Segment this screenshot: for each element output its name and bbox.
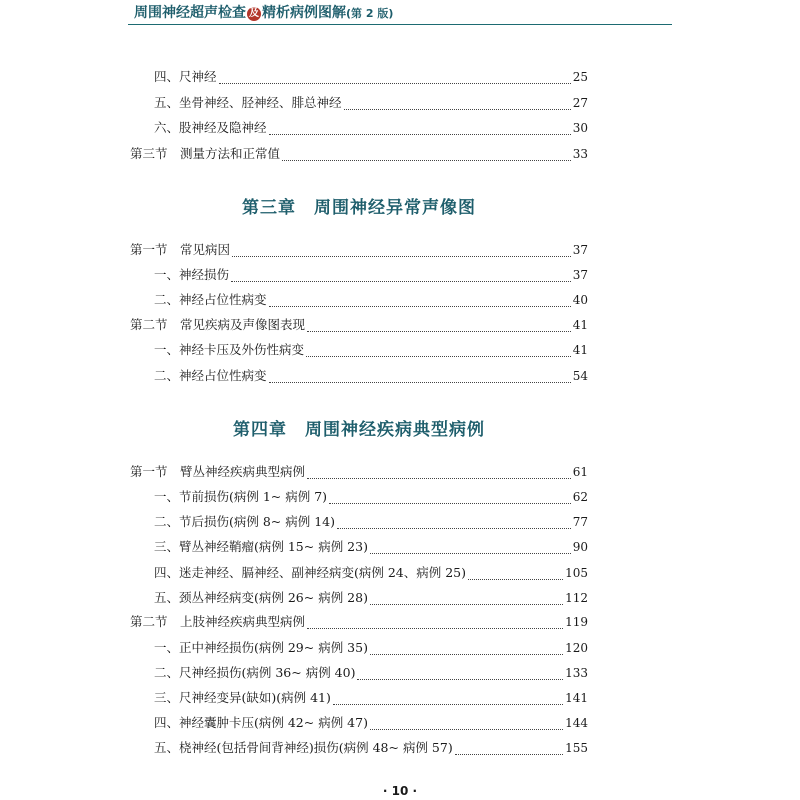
entry-label: 六、股神经及隐神经 <box>154 120 267 135</box>
entry-label: 第三节 测量方法和正常值 <box>130 146 281 161</box>
toc-subsection-entry[interactable] <box>130 537 588 555</box>
entry-label: 第一节 常见病因 <box>130 242 231 257</box>
entry-page-number: 61 <box>572 465 588 479</box>
entry-page-number: 105 <box>565 566 588 580</box>
toc-subsection-entry[interactable] <box>130 588 588 606</box>
entry-page-number: 37 <box>572 268 588 282</box>
entry-page-number: 112 <box>565 591 588 605</box>
entry-page-number: 30 <box>572 121 588 135</box>
edition-label: (第 2 版) <box>346 7 394 20</box>
chapter-heading: 第四章 周围神经疾病典型病例 <box>233 420 485 440</box>
page-number: · 10 · <box>382 784 418 798</box>
book-title <box>134 2 393 22</box>
entry-page-number: 90 <box>572 540 588 554</box>
toc-subsection-entry[interactable] <box>130 487 588 505</box>
entry-label: 五、坐骨神经、胫神经、腓总神经 <box>154 95 342 110</box>
leader-dots <box>307 468 571 479</box>
leader-dots <box>329 493 571 504</box>
toc-section-entry[interactable] <box>130 144 588 162</box>
title-part-2: 精析病例图解 <box>262 5 346 21</box>
entry-page-number: 25 <box>572 70 588 84</box>
leader-dots <box>231 271 571 282</box>
entry-page-number: 62 <box>572 490 588 504</box>
leader-dots <box>337 518 571 529</box>
leader-dots <box>282 150 571 161</box>
entry-label: 三、臂丛神经鞘瘤(病例 15~ 病例 23) <box>154 539 368 554</box>
entry-label: 第一节 臂丛神经疾病典型病例 <box>130 464 306 479</box>
leader-dots <box>333 694 563 705</box>
entry-page-number: 40 <box>572 293 588 307</box>
leader-dots <box>306 346 571 357</box>
leader-dots <box>269 124 571 135</box>
entry-label: 第二节 常见疾病及声像图表现 <box>130 317 306 332</box>
entry-label: 第二节 上肢神经疾病典型病例 <box>130 614 306 629</box>
entry-page-number: 155 <box>565 741 588 755</box>
toc-section-entry[interactable] <box>130 462 588 480</box>
toc-subsection-entry[interactable] <box>130 663 588 681</box>
entry-label: 四、尺神经 <box>154 69 217 84</box>
entry-page-number: 141 <box>565 691 588 705</box>
toc-subsection-entry[interactable] <box>130 638 588 656</box>
leader-dots <box>219 73 571 84</box>
entry-label: 二、节后损伤(病例 8~ 病例 14) <box>154 514 336 529</box>
entry-label: 二、神经占位性病变 <box>154 292 267 307</box>
toc-section-entry[interactable] <box>130 315 588 333</box>
entry-page-number: 37 <box>572 243 588 257</box>
leader-dots <box>269 372 571 383</box>
entry-page-number: 119 <box>565 615 588 629</box>
toc-subsection-entry[interactable] <box>130 563 588 581</box>
entry-label: 一、神经损伤 <box>154 267 230 282</box>
leader-dots <box>468 569 563 580</box>
leader-dots <box>269 296 571 307</box>
toc-section-entry[interactable] <box>130 240 588 258</box>
entry-label: 一、正中神经损伤(病例 29~ 病例 35) <box>154 640 368 655</box>
entry-page-number: 41 <box>572 343 588 357</box>
leader-dots <box>232 246 571 257</box>
entry-label: 一、节前损伤(病例 1~ 病例 7) <box>154 489 328 504</box>
toc-subsection-entry[interactable] <box>130 688 588 706</box>
leader-dots <box>370 644 563 655</box>
leader-dots <box>455 744 563 755</box>
toc-subsection-entry[interactable] <box>130 366 588 384</box>
entry-page-number: 54 <box>572 369 588 383</box>
leader-dots <box>357 669 563 680</box>
entry-page-number: 77 <box>572 515 588 529</box>
toc-section-entry[interactable] <box>130 612 588 630</box>
entry-label: 五、桡神经(包括骨间背神经)损伤(病例 48~ 病例 57) <box>154 740 453 755</box>
leader-dots <box>344 99 571 110</box>
leader-dots <box>370 719 563 730</box>
chapter-heading: 第三章 周围神经异常声像图 <box>242 198 476 218</box>
toc-subsection-entry[interactable] <box>130 93 588 111</box>
toc-subsection-entry[interactable] <box>130 713 588 731</box>
leader-dots <box>307 618 563 629</box>
running-header <box>128 0 672 25</box>
toc-subsection-entry[interactable] <box>130 265 588 283</box>
entry-page-number: 33 <box>572 147 588 161</box>
entry-page-number: 120 <box>565 641 588 655</box>
entry-label: 二、神经占位性病变 <box>154 368 267 383</box>
leader-dots <box>307 321 571 332</box>
circled-char: 及 <box>249 8 259 19</box>
entry-page-number: 133 <box>565 666 588 680</box>
toc-subsection-entry[interactable] <box>130 67 588 85</box>
entry-label: 四、神经囊肿卡压(病例 42~ 病例 47) <box>154 715 368 730</box>
entry-label: 三、尺神经变异(缺如)(病例 41) <box>154 690 331 705</box>
toc-subsection-entry[interactable] <box>130 512 588 530</box>
leader-dots <box>370 543 571 554</box>
entry-label: 二、尺神经损伤(病例 36~ 病例 40) <box>154 665 356 680</box>
entry-page-number: 41 <box>572 318 588 332</box>
leader-dots <box>370 594 563 605</box>
title-part-1: 周围神经超声检查 <box>134 5 246 21</box>
toc-subsection-entry[interactable] <box>130 738 588 756</box>
entry-label: 一、神经卡压及外伤性病变 <box>154 342 305 357</box>
entry-page-number: 27 <box>572 96 588 110</box>
entry-label: 五、颈丛神经病变(病例 26~ 病例 28) <box>154 590 368 605</box>
toc-subsection-entry[interactable] <box>130 290 588 308</box>
toc-subsection-entry[interactable] <box>130 340 588 358</box>
toc-subsection-entry[interactable] <box>130 118 588 136</box>
entry-page-number: 144 <box>565 716 588 730</box>
entry-label: 四、迷走神经、膈神经、副神经病变(病例 24、病例 25) <box>154 565 467 580</box>
